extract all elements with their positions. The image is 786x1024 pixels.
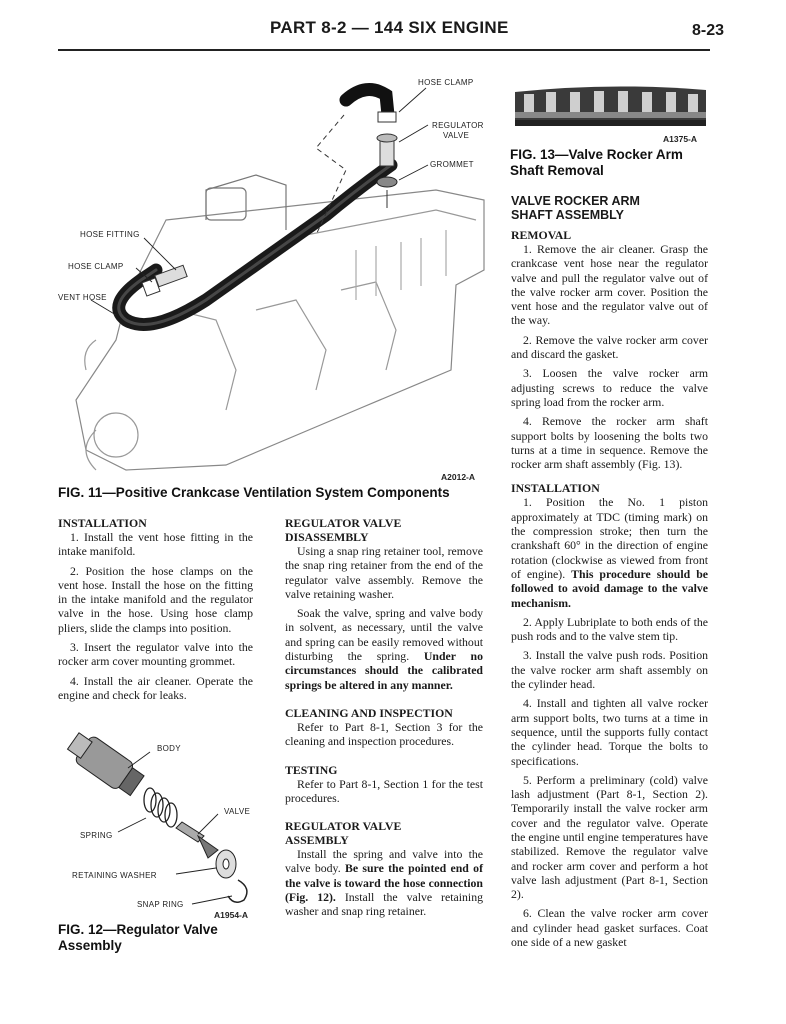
running-header-title: PART 8-2 — 144 SIX ENGINE xyxy=(270,18,509,37)
fig11-engine-illustration xyxy=(56,70,488,482)
col3-heading-installation: INSTALLATION xyxy=(511,481,600,496)
col2-cleaning-para: Refer to Part 8-1, Section 3 for the cleaning and inspection procedures. xyxy=(285,719,483,749)
col3-removal-step-4: 4. Remove the rocker arm shaft support bolts by loosening the bolts two turns at a time in sequence. Remove the rocker arm shaft assembly (Fig. 13). xyxy=(511,414,708,472)
column-2 xyxy=(285,516,483,924)
col2-assembly-para: Install the spring and valve into the valve body. Be sure the pointed end of the valve is toward the hose connection (Fig. 12). Install the valve retaining washer and snap ring retainer. xyxy=(285,847,483,919)
column-1 xyxy=(58,516,253,707)
col2-disassembly-para-1: Using a snap ring retainer tool, remove the snap ring retainer from the end of the regulator valve assembly. Remove the valve retaining washer. xyxy=(285,544,483,601)
fig11-label-hose-clamp-left: HOSE CLAMP xyxy=(68,262,124,271)
col3-install-step-4: 4. Install and tighten all valve rocker arm support bolts, two turns at a time in sequence, until the supports fully contact the cylinder head. Torque the bolts to specifications. xyxy=(511,696,708,768)
fig11-label-grommet: GROMMET xyxy=(430,160,474,169)
fig12-valve-exploded xyxy=(58,728,268,920)
fig11-label-vent-hose: VENT HOSE xyxy=(58,293,107,302)
fig11-code: A2012-A xyxy=(441,472,476,482)
fig12-caption-line2: Assembly xyxy=(58,938,122,953)
col3-removal-step-2: 2. Remove the valve rocker arm cover and discard the gasket. xyxy=(511,332,708,362)
col3-install-step-6: 6. Clean the valve rocker arm cover and cylinder head gasket surfaces. Coat one side of a new gasket xyxy=(511,906,708,950)
col3-install-step-2: 2. Apply Lubriplate to both ends of the push rods and to the valve stem tip. xyxy=(511,614,708,644)
col3-removal-step-1: 1. Remove the air cleaner. Grasp the crankcase vent hose near the regulator valve and pull the regulator valve out of the valve rocker arm cover. Position the vent hose and the regulator valve out of the way. xyxy=(511,242,708,328)
header-rule xyxy=(58,49,710,51)
fig12-label-valve: VALVE xyxy=(224,807,251,816)
col1-step-2: 2. Position the hose clamps on the vent hose. Install the hose on the fitting in the intake manifold and the regulator valve in the hose. Using hose clamp pliers, slide the clamps into position. xyxy=(58,563,253,635)
fig13-photo xyxy=(510,82,708,130)
col2-warning: Under no circumstances should the calibrated springs be altered in any manner. xyxy=(285,649,483,692)
fig13-caption-line1: FIG. 13—Valve Rocker Arm xyxy=(510,147,683,162)
fig12-label-body: BODY xyxy=(157,744,181,753)
col2-heading-assembly-1: REGULATOR VALVE xyxy=(285,819,402,834)
col2-heading-disassembly-2: DISASSEMBLY xyxy=(285,530,369,544)
col2-heading-assembly-2: ASSEMBLY xyxy=(285,833,349,848)
col1-heading-installation: INSTALLATION xyxy=(58,516,147,530)
col3-install-step-3: 3. Install the valve push rods. Position the valve rocker arm shaft assembly on the cylinder head. xyxy=(511,648,708,692)
col1-step-3: 3. Insert the regulator valve into the rocker arm cover mounting grommet. xyxy=(58,640,253,669)
page-number: 8-23 xyxy=(691,22,724,39)
col1-step-4: 4. Install the air cleaner. Operate the engine and check for leaks. xyxy=(58,673,253,702)
col2-testing-para: Refer to Part 8-1, Section 1 for the test procedures. xyxy=(285,776,483,805)
col2-heading-disassembly-1: REGULATOR VALVE xyxy=(285,516,402,530)
fig11-label-valve: VALVE xyxy=(443,131,470,140)
fig13-code: A1375-A xyxy=(663,134,698,144)
col3-heading-main-1: VALVE ROCKER ARM xyxy=(511,194,640,208)
fig11-label-hose-clamp-top: HOSE CLAMP xyxy=(418,78,474,87)
fig12-caption-line1: FIG. 12—Regulator Valve xyxy=(58,922,218,937)
col1-step-1: 1. Install the vent hose fitting in the intake manifold. xyxy=(58,530,253,559)
col3-heading-removal: REMOVAL xyxy=(511,228,572,242)
col2-heading-cleaning: CLEANING AND INSPECTION xyxy=(285,705,453,720)
col3-install-step-5: 5. Perform a preliminary (cold) valve lash adjustment (Part 8-1, Section 2). Temporarily install the valve rocker arm cover and the regulator valve. Operate the engine until engine temperatures have stabilized. Remove the regulator valve and rocker arm cover and perform a hot valve lash adjustment (Part 8-1, Section 2). xyxy=(511,772,708,902)
fig12-label-retaining-washer: RETAINING WASHER xyxy=(72,871,157,880)
col2-heading-testing: TESTING xyxy=(285,762,338,777)
col3-install-step-1: 1. Position the No. 1 piston approximately at TDC (timing mark) on the compression stroke; then turn the crankshaft 60° in the direction of engine rotation (clockwise as viewed from front of engine). This procedure should be followed to avoid damage to the valve mechanism. xyxy=(511,495,708,610)
fig12-label-spring: SPRING xyxy=(80,831,113,840)
fig11-label-regulator: REGULATOR xyxy=(432,121,484,130)
col2-disassembly-para-2: Soak the valve, spring and valve body in solvent, as necessary, until the valve and spring can be easily removed without disturbing the spring. Under no circumstances should the calibrated springs be altered in any manner. xyxy=(285,606,483,692)
fig13-caption-line2: Shaft Removal xyxy=(510,163,604,178)
col3-heading-main-2: SHAFT ASSEMBLY xyxy=(511,208,624,222)
fig12-label-snap-ring: SNAP RING xyxy=(137,900,184,909)
fig11-caption: FIG. 11—Positive Crankcase Ventilation System Components xyxy=(58,485,450,500)
column-3 xyxy=(511,194,708,954)
fig11-label-hose-fitting: HOSE FITTING xyxy=(80,230,140,239)
col3-removal-step-3: 3. Loosen the valve rocker arm adjusting screws to reduce the valve spring load from the rocker arm. xyxy=(511,366,708,409)
fig12-code: A1954-A xyxy=(214,910,249,920)
